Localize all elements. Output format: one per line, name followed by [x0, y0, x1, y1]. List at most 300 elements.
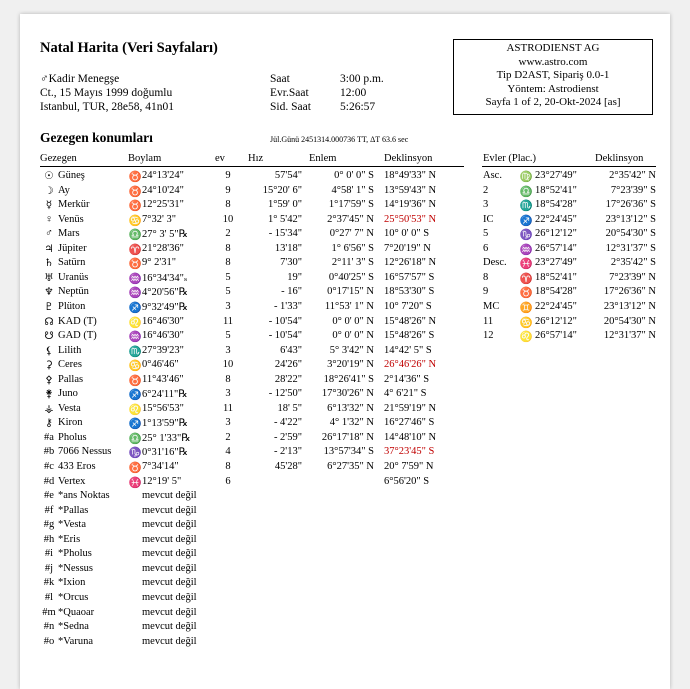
house-name: 12: [483, 330, 494, 342]
zodiac-sign-icon: ♍: [519, 172, 533, 183]
planet-declination: 21°59'19" N: [384, 402, 437, 414]
planet-latitude: 1°17'59" S: [328, 199, 374, 211]
zodiac-sign-icon: ♌: [128, 404, 142, 416]
planet-name: *Pallas: [58, 504, 89, 516]
planet-speed: - 1'33": [273, 300, 302, 312]
planet-house: 2: [225, 228, 231, 240]
planet-longitude: 27°39'23": [142, 344, 184, 356]
planet-row: [20, 490, 670, 505]
header-houses: Evler (Plac.): [483, 153, 537, 164]
time-value: 3:00 p.m.: [340, 73, 384, 85]
planet-house: 6: [225, 475, 231, 487]
planet-longitude: mevcut değil: [142, 504, 197, 516]
person-name-line: [40, 72, 174, 86]
zodiac-sign-icon: ♋: [128, 361, 142, 373]
house-name: 3: [483, 199, 489, 211]
planet-declination: 16°57'57" S: [384, 271, 435, 283]
planet-speed: - 16": [281, 286, 302, 298]
header-declination: Deklinsyon: [384, 153, 433, 164]
planet-glyph-icon: ♅: [44, 272, 54, 284]
planet-house: 8: [225, 257, 231, 269]
page-title: Natal Harita (Veri Sayfaları): [40, 40, 218, 56]
planet-house: 3: [225, 417, 231, 429]
planet-longitude: 15°56'53": [142, 402, 184, 414]
planet-name: Lilith: [58, 344, 82, 356]
planet-name: *Nessus: [58, 562, 94, 574]
planet-name: Juno: [58, 388, 78, 400]
info-page: Sayfa 1 of 2, 20-Okt-2024 [as]: [485, 96, 621, 109]
mars-icon: ♂: [40, 73, 49, 85]
planet-glyph-icon: ♂: [45, 228, 53, 240]
planet-glyph-icon: #f: [44, 504, 54, 516]
planet-name: Venüs: [58, 213, 84, 225]
planet-speed: - 15'34": [268, 228, 302, 240]
house-row: [20, 330, 670, 345]
zodiac-sign-icon: ♉: [519, 288, 533, 300]
zodiac-sign-icon: ♑: [519, 230, 533, 242]
planet-latitude: 3°20'19" N: [327, 359, 374, 371]
planet-longitude: mevcut değil: [142, 533, 197, 545]
planet-latitude: 1° 6'56" S: [331, 242, 374, 254]
header-house: ev: [215, 153, 225, 164]
planet-house: 11: [222, 402, 234, 414]
house-name: Asc.: [483, 170, 502, 181]
planet-declination: 7°20'19" N: [384, 242, 431, 254]
planet-name: Ceres: [58, 359, 82, 371]
header-longitude: Boylam: [128, 153, 162, 164]
header-speed: Hız: [248, 153, 264, 164]
planet-declination: 25°50'53" N: [384, 213, 437, 225]
planet-declination: 15°48'26" N: [384, 315, 437, 327]
zodiac-sign-icon: ♐: [128, 390, 142, 402]
planet-row: [20, 461, 670, 476]
house-cusp: 18°54'28": [535, 286, 577, 298]
zodiac-sign-icon: ♓: [128, 477, 142, 489]
planet-declination: 16°27'46" S: [384, 417, 435, 429]
planet-house: 10: [222, 359, 234, 371]
planet-declination: 13°59'43" N: [384, 184, 437, 196]
planet-house: 9: [225, 184, 231, 196]
planet-glyph-icon: #e: [44, 490, 54, 502]
planet-declination: 14°48'10" N: [384, 431, 437, 443]
planet-speed: - 2'13": [273, 446, 302, 458]
planet-latitude: 13°57'34" S: [323, 446, 374, 458]
zodiac-sign-icon: ♉: [128, 201, 142, 213]
planet-house: 3: [225, 388, 231, 400]
planet-row: [20, 432, 670, 447]
planet-latitude: 0°40'25" S: [328, 271, 374, 283]
planet-declination: 18°53'30" S: [384, 286, 435, 298]
zodiac-sign-icon: ♈: [519, 273, 533, 285]
planet-declination: 15°48'26" S: [384, 330, 435, 342]
planet-name: Mars: [58, 228, 80, 240]
planet-name: Merkür: [58, 199, 90, 211]
house-cusp: 26°12'12": [535, 228, 577, 240]
planet-glyph-icon: ⚴: [45, 374, 53, 386]
planet-row: [20, 636, 670, 651]
planet-house: 8: [225, 373, 231, 385]
planet-longitude: 9° 2'31": [142, 257, 177, 269]
planet-speed: - 4'22": [273, 417, 302, 429]
planet-house: 10: [222, 213, 234, 225]
header-planet: Gezegen: [40, 153, 77, 164]
house-name: 9: [483, 286, 489, 298]
planet-name: Uranüs: [58, 271, 89, 283]
house-declination: 17°26'36" N: [603, 286, 656, 298]
planet-house: 4: [225, 446, 231, 458]
planet-glyph-icon: ☉: [44, 171, 54, 182]
planet-speed: 13'18": [274, 242, 302, 254]
zodiac-sign-icon: ♏: [128, 346, 142, 358]
zodiac-sign-icon: ♒: [128, 273, 142, 285]
planet-latitude: 11°53' 1" N: [324, 300, 374, 312]
planet-latitude: 26°17'18" N: [321, 431, 374, 443]
zodiac-sign-icon: ♉: [128, 186, 142, 198]
house-cusp: 23°27'49": [535, 257, 577, 269]
planet-house: 5: [225, 330, 231, 342]
planet-glyph-icon: ☽: [44, 185, 54, 197]
planet-latitude: 0° 0' 0" S: [334, 170, 374, 181]
zodiac-sign-icon: ♊: [519, 302, 533, 314]
zodiac-sign-icon: ♎: [128, 433, 142, 445]
house-row: [20, 243, 670, 258]
planet-latitude: 2°37'45" N: [327, 213, 374, 225]
planet-speed: - 12'50": [268, 388, 302, 400]
planet-latitude: 5° 3'42" N: [329, 344, 374, 356]
planet-row: [20, 592, 670, 607]
planet-row: [20, 563, 670, 578]
planet-row: [20, 417, 670, 432]
planet-longitude: 24°10'24": [142, 184, 184, 196]
planet-glyph-icon: ♆: [44, 287, 54, 299]
house-row: [20, 214, 670, 229]
house-row: [20, 185, 670, 200]
planet-house: 11: [222, 315, 234, 327]
planet-row: [20, 621, 670, 636]
planet-name: 433 Eros: [58, 461, 96, 472]
planet-latitude: 6°13'32" N: [327, 402, 374, 414]
planet-longitude: mevcut değil: [142, 548, 197, 560]
planet-longitude: 7°34'14": [142, 461, 179, 472]
house-name: IC: [483, 213, 494, 225]
house-declination: 20°54'30" S: [605, 228, 656, 240]
planet-name: Pholus: [58, 431, 87, 443]
house-declination: 2°35'42" S: [610, 257, 656, 269]
house-cusp: 18°52'41": [535, 271, 577, 283]
house-row: [20, 170, 670, 185]
planet-longitude: 4°20'56"℞: [142, 287, 189, 299]
planet-declination: 12°26'18" N: [384, 257, 437, 269]
house-declination: 7°23'39" S: [610, 184, 656, 196]
planet-longitude: 12°25'31": [142, 199, 184, 211]
planet-longitude: mevcut değil: [142, 562, 197, 574]
house-cusp: 18°52'41": [535, 184, 577, 196]
planet-name: Ay: [58, 184, 70, 196]
planet-latitude: 17°30'26" N: [321, 388, 374, 400]
time-value: 12:00: [340, 87, 367, 99]
section-title: Gezegen konumları: [40, 130, 153, 145]
planet-speed: 1° 5'42": [267, 213, 302, 225]
birth-place: Istanbul, TUR, 28e58, 41n01: [40, 101, 174, 113]
planet-declination: 2°14'36" S: [384, 373, 430, 385]
house-declination: 23°13'12" N: [603, 300, 656, 312]
planet-glyph-icon: #i: [44, 548, 54, 560]
planet-house: 8: [225, 242, 231, 254]
planet-row: [20, 446, 670, 461]
house-cusp: 18°54'28": [535, 199, 577, 211]
house-name: MC: [483, 300, 500, 312]
house-name: 8: [483, 271, 489, 283]
planet-declination: 10° 7'20" S: [384, 300, 432, 312]
house-cusp: 22°24'45": [535, 300, 577, 312]
planet-longitude: 16°46'30": [142, 330, 184, 342]
house-declination: 23°13'12" S: [605, 213, 656, 225]
planet-glyph-icon: ⚸: [45, 345, 53, 357]
planet-glyph-icon: ♀: [45, 213, 53, 225]
house-name: 5: [483, 228, 489, 240]
planet-name: Jüpiter: [58, 242, 87, 254]
planet-glyph-icon: #c: [44, 461, 54, 472]
planet-row: [20, 577, 670, 592]
planet-row: [20, 534, 670, 549]
planet-glyph-icon: #g: [43, 519, 55, 531]
planet-declination: 4° 6'21" S: [384, 388, 427, 400]
zodiac-sign-icon: ♒: [519, 244, 533, 256]
planet-declination: 14°19'36" N: [384, 199, 437, 211]
planet-longitude: 11°43'46": [142, 373, 184, 385]
planet-declination: 20° 7'59" N: [384, 461, 434, 472]
zodiac-sign-icon: ♉: [128, 463, 142, 474]
planet-row: [20, 403, 670, 418]
planet-glyph-icon: ♇: [44, 301, 54, 313]
house-declination: 20°54'30" N: [603, 315, 656, 327]
planet-name: *Sedna: [58, 621, 89, 633]
planet-name: *Orcus: [58, 591, 89, 603]
planet-speed: 28'22": [274, 373, 302, 385]
house-row: [20, 286, 670, 301]
time-label: Saat: [270, 73, 290, 85]
zodiac-sign-icon: ♐: [519, 215, 533, 227]
planet-longitude: 1°13'59"℞: [142, 418, 189, 430]
house-cusp: 22°24'45": [535, 213, 577, 225]
planet-longitude: mevcut değil: [142, 577, 197, 589]
planet-row: [20, 374, 670, 389]
house-declination: 17°26'36" S: [605, 199, 656, 211]
planet-glyph-icon: ⚶: [44, 403, 54, 415]
planet-glyph-icon: ☋: [44, 331, 54, 343]
planet-row: [20, 548, 670, 563]
house-row: [20, 257, 670, 272]
planet-name: Satürn: [58, 257, 86, 269]
planet-house: 8: [225, 461, 231, 472]
info-website: www.astro.com: [518, 55, 588, 68]
planet-declination: 18°49'33" N: [384, 170, 437, 181]
planet-latitude: 0°17'15" N: [327, 286, 374, 298]
planet-name: Vertex: [58, 475, 86, 487]
zodiac-sign-icon: ♈: [128, 244, 142, 256]
house-row: [20, 316, 670, 331]
planet-glyph-icon: #l: [44, 591, 54, 603]
planet-house: 3: [225, 344, 231, 356]
planet-name: *ans Noktas: [58, 490, 110, 502]
header-latitude: Enlem: [309, 153, 337, 164]
info-company: ASTRODIENST AG: [506, 42, 600, 54]
planet-glyph-icon: ⚷: [45, 418, 53, 430]
planet-name: *Varuna: [58, 635, 93, 647]
planet-latitude: 4° 1'32" N: [329, 417, 374, 429]
planet-row: [20, 476, 670, 491]
planet-row: [20, 345, 670, 360]
time-values: [340, 72, 384, 114]
planet-speed: 6'43": [280, 344, 302, 356]
planet-speed: 18' 5": [277, 402, 302, 414]
planet-name: Plüton: [58, 300, 86, 312]
planet-latitude: 0° 0' 0" N: [332, 315, 374, 327]
planet-longitude: 9°32'49"℞: [142, 301, 189, 313]
birth-date: Ct., 15 Mayıs 1999 doğumlu: [40, 87, 173, 99]
planet-longitude: mevcut değil: [142, 635, 197, 647]
planet-house: 8: [225, 199, 231, 211]
planet-row: [20, 359, 670, 374]
planet-longitude: 24°13'24": [142, 170, 184, 181]
planet-longitude: 12°19' 5": [142, 475, 182, 487]
planet-name: Neptün: [58, 286, 89, 298]
time-label: Sid. Saat: [270, 101, 311, 113]
planet-glyph-icon: #n: [43, 621, 55, 633]
house-header-rule: [482, 166, 656, 167]
planet-glyph-icon: #d: [43, 475, 55, 487]
zodiac-sign-icon: ♑: [128, 448, 142, 460]
planet-glyph-icon: ♃: [44, 243, 54, 255]
planet-name: Vesta: [58, 402, 81, 414]
planet-latitude: 2°11' 3" S: [331, 257, 374, 269]
house-name: 11: [483, 315, 494, 327]
planet-speed: 7'30": [280, 257, 302, 269]
zodiac-sign-icon: ♌: [519, 332, 533, 344]
house-declination: 12°31'37" S: [605, 242, 656, 254]
time-label: Evr.Saat: [270, 87, 309, 99]
planet-declination: 10° 0' 0" S: [384, 228, 430, 240]
planet-name: *Pholus: [58, 548, 92, 560]
planet-glyph-icon: #k: [43, 577, 55, 589]
planet-glyph-icon: ⚳: [45, 360, 53, 372]
planet-longitude: 16°34'34"ₛ: [142, 272, 188, 284]
planet-latitude: 0°27' 7" N: [329, 228, 374, 240]
house-cusp: 23°27'49": [535, 170, 577, 181]
planet-name: Pallas: [58, 373, 84, 385]
planet-row: [20, 607, 670, 622]
planet-name: *Vesta: [58, 519, 86, 531]
planet-longitude: mevcut değil: [142, 606, 197, 618]
planet-longitude: mevcut değil: [142, 621, 197, 633]
zodiac-sign-icon: ♉: [128, 259, 142, 271]
person-name: Kadir Menegşe: [48, 73, 120, 85]
planet-latitude: 6°27'35" N: [327, 461, 374, 472]
house-name: 2: [483, 184, 489, 196]
planet-longitude: 0°46'46": [142, 359, 179, 371]
planet-speed: 57'54": [274, 170, 302, 181]
planet-speed: - 10'54": [268, 315, 302, 327]
planet-name: *Ixion: [58, 577, 86, 589]
zodiac-sign-icon: ♎: [128, 230, 142, 242]
house-declination: 7°23'39" N: [609, 271, 656, 283]
planet-glyph-icon: ☿: [45, 200, 53, 212]
planet-glyph-icon: #a: [44, 431, 54, 443]
zodiac-sign-icon: ♌: [128, 317, 142, 329]
zodiac-sign-icon: ♐: [128, 302, 142, 314]
info-method: Yöntem: Astrodienst: [507, 82, 599, 95]
planet-house: 2: [225, 431, 231, 443]
planet-speed: 45'28": [274, 461, 302, 472]
planet-latitude: 18°26'41" S: [323, 373, 374, 385]
planet-glyph-icon: #j: [44, 562, 54, 574]
report-page: [20, 14, 670, 689]
planet-header-rule: [40, 166, 464, 167]
planet-latitude: 4°58' 1" S: [331, 184, 374, 196]
planet-row: [20, 519, 670, 534]
planet-longitude: mevcut değil: [142, 490, 197, 502]
planet-longitude: 0°31'16"℞: [142, 447, 189, 459]
zodiac-sign-icon: ♉: [128, 375, 142, 387]
planet-declination: 6°56'20" S: [384, 475, 430, 487]
info-type: Tip D2AST, Sipariş 0.0-1: [496, 69, 610, 82]
planet-speed: 19": [287, 271, 302, 283]
zodiac-sign-icon: ♉: [128, 172, 142, 183]
planet-latitude: 0° 0' 0" N: [332, 330, 374, 342]
house-cusp: 26°12'12": [535, 315, 577, 327]
planet-declination: 26°46'26" N: [384, 359, 437, 371]
julian-day: Jül.Günü 2451314.000736 TT, ΔT 63.6 sec: [270, 135, 409, 144]
planet-glyph-icon: #o: [43, 635, 55, 647]
info-box: [453, 39, 653, 115]
zodiac-sign-icon: ♓: [519, 259, 533, 271]
planet-house: 5: [225, 286, 231, 298]
planet-longitude: 27° 3' 5"℞: [142, 229, 189, 241]
zodiac-sign-icon: ♒: [128, 332, 142, 344]
header-house-declination: Deklinsyon: [595, 153, 644, 164]
time-labels: [270, 72, 311, 114]
zodiac-sign-icon: ♏: [519, 201, 533, 213]
planet-speed: - 2'59": [273, 431, 302, 443]
planet-name: GAD (T): [58, 330, 97, 342]
planet-name: 7066 Nessus: [58, 446, 112, 458]
zodiac-sign-icon: ♎: [519, 186, 533, 198]
planet-speed: 24'26": [274, 359, 302, 371]
planet-speed: 15°20' 6": [262, 184, 302, 196]
house-row: [20, 301, 670, 316]
house-declination: 12°31'37" N: [603, 330, 656, 342]
planet-glyph-icon: ⚵: [45, 389, 53, 401]
planet-declination: 37°23'45" S: [384, 446, 435, 458]
planet-longitude: 25° 1'33"℞: [142, 432, 191, 444]
planet-row: [20, 388, 670, 403]
house-name: 6: [483, 242, 489, 254]
zodiac-sign-icon: ♐: [128, 419, 142, 431]
planet-speed: 1°59' 0": [267, 199, 302, 211]
house-name: Desc.: [483, 257, 507, 269]
zodiac-sign-icon: ♋: [519, 317, 533, 329]
planet-name: *Quaoar: [58, 606, 95, 618]
house-declination: 2°35'42" N: [609, 170, 656, 181]
planet-house: 3: [225, 300, 231, 312]
planet-longitude: mevcut değil: [142, 519, 197, 531]
planet-name: *Eris: [58, 533, 81, 545]
planet-longitude: mevcut değil: [142, 591, 197, 603]
planet-glyph-icon: #m: [42, 606, 56, 618]
person-block: [40, 72, 174, 114]
zodiac-sign-icon: ♋: [128, 215, 142, 227]
planet-speed: - 10'54": [268, 330, 302, 342]
